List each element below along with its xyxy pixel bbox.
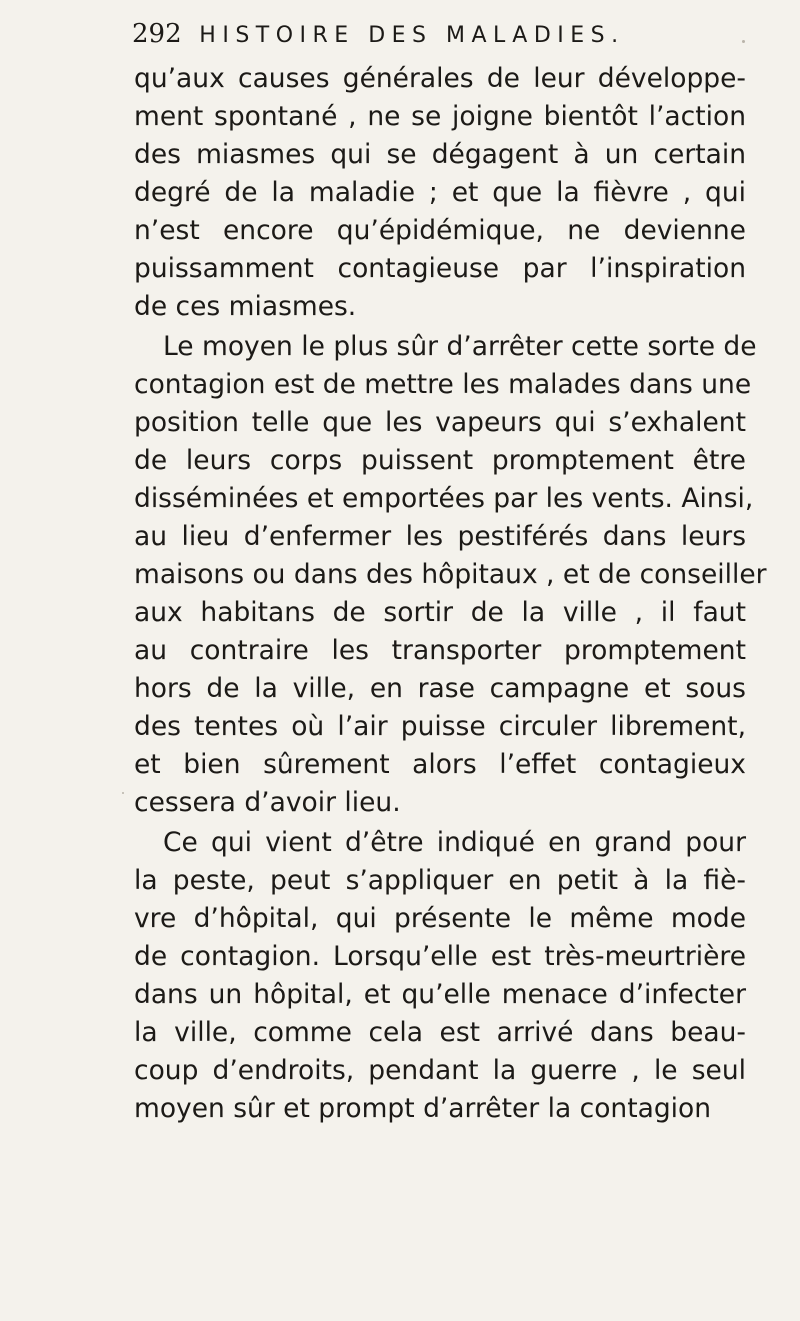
text-line: moyen sûr et prompt d’arrêter la contagion [134, 1093, 712, 1124]
text-line: de ces miasmes. [134, 291, 357, 322]
text-line: position telle que les vapeurs qui s’exhalent [134, 407, 746, 438]
text-line: dans un hôpital, et qu’elle menace d’infecter [134, 979, 746, 1010]
text-line: degré de la maladie ; et que la fièvre , qui [134, 177, 746, 208]
text-line: maisons ou dans des hôpitaux , et de conseiller [134, 559, 767, 590]
text-line: des tentes où l’air puisse circuler librement, [134, 711, 746, 742]
text-line: qu’aux causes générales de leur développe- [134, 63, 746, 94]
text-line: de contagion. Lorsqu’elle est très-meurtrière [134, 941, 746, 972]
text-line: la ville, comme cela est arrivé dans beau- [134, 1017, 746, 1048]
text-line: au lieu d’enfermer les pestiférés dans leurs [134, 521, 746, 552]
text-line: vre d’hôpital, qui présente le même mode [134, 903, 746, 934]
text-line: ment spontané , ne se joigne bientôt l’action [134, 101, 746, 132]
text-line: des miasmes qui se dégagent à un certain [134, 139, 746, 170]
page-number: 292 [132, 19, 182, 49]
text-line: et bien sûrement alors l’effet contagieux [134, 749, 746, 780]
text-line: contagion est de mettre les malades dans une [134, 369, 752, 400]
text-line: au contraire les transporter promptement [134, 635, 746, 666]
paper-speck [742, 40, 745, 43]
text-line: n’est encore qu’épidémique, ne devienne [134, 215, 746, 246]
text-line: puissamment contagieuse par l’inspiration [134, 253, 746, 284]
paragraph-first-line: Le moyen le plus sûr d’arrêter cette sorte de [163, 331, 757, 362]
text-line: de leurs corps puissent promptement être [134, 445, 746, 476]
paper-speck [122, 792, 124, 794]
text-line: coup d’endroits, pendant la guerre , le seul [134, 1055, 746, 1086]
paragraph-first-line: Ce qui vient d’être indiqué en grand pour [163, 827, 746, 858]
page-header [132, 18, 625, 52]
running-title: HISTOIRE DES MALADIES. [199, 23, 625, 48]
text-line: cessera d’avoir lieu. [134, 787, 401, 818]
text-line: aux habitans de sortir de la ville , il faut [134, 597, 746, 628]
text-line: hors de la ville, en rase campagne et sous [134, 673, 746, 704]
text-line: disséminées et emportées par les vents. Ainsi, [134, 483, 754, 514]
text-line: la peste, peut s’appliquer en petit à la fiè- [134, 865, 746, 896]
